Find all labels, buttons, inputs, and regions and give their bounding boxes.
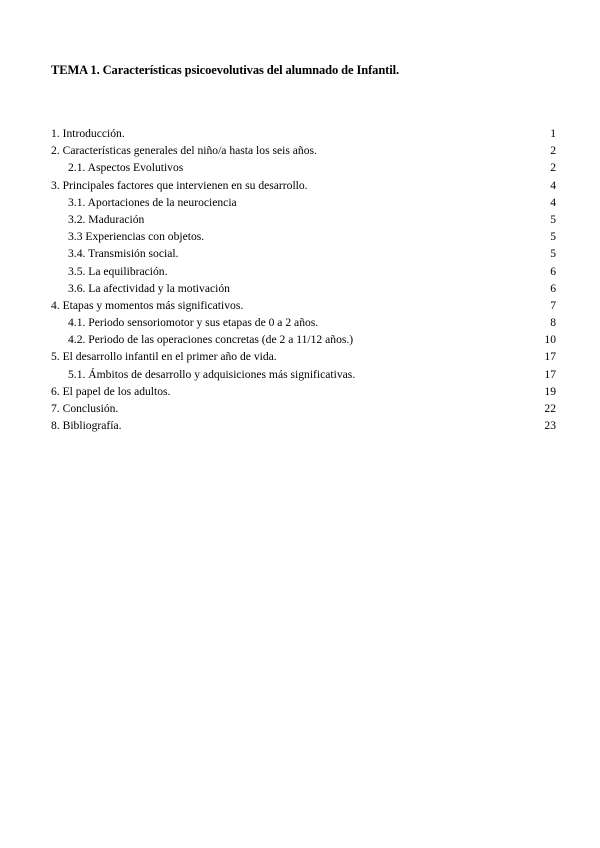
- toc-entry: [51, 211, 556, 228]
- table-of-contents: [51, 125, 556, 434]
- toc-entry-page-number: 8: [550, 316, 556, 330]
- toc-entry: [51, 297, 556, 314]
- document-title: TEMA 1. Características psicoevolutivas del alumnado de Infantil.: [51, 63, 400, 77]
- toc-entry-text: 3. Principales factores que intervienen en su desarrollo.: [51, 178, 308, 192]
- toc-entry: [51, 331, 556, 348]
- toc-entry-text: 7. Conclusión.: [51, 402, 119, 415]
- toc-entry-page-number: 2: [550, 144, 556, 158]
- toc-entry: [51, 383, 556, 400]
- toc-entry-page-number: 19: [544, 384, 556, 398]
- toc-entry-text: 3.3 Experiencias con objetos.: [68, 230, 205, 244]
- toc-entry: [51, 228, 556, 245]
- toc-entry-text: 8. Bibliografía.: [51, 419, 122, 433]
- toc-entry-text: 2.1. Aspectos Evolutivos: [68, 161, 184, 175]
- toc-entry: [51, 280, 556, 297]
- toc-entry-text: 2. Características generales del niño/a hasta los seis años.: [51, 144, 317, 158]
- toc-entry-page-number: 6: [550, 281, 556, 295]
- toc-entry-page-number: 2: [550, 161, 556, 175]
- toc-entry: [51, 142, 556, 159]
- toc-entry-text: 3.2. Maduración: [68, 212, 145, 226]
- toc-entry-page-number: 6: [550, 264, 556, 278]
- toc-entry: [51, 263, 556, 280]
- toc-entry: [51, 314, 556, 331]
- toc-entry-page-number: 5: [550, 230, 556, 244]
- toc-entry-text: 3.6. La afectividad y la motivación: [68, 281, 230, 295]
- toc-entry-text: 3.1. Aportaciones de la neurociencia: [68, 195, 237, 209]
- toc-entry-text: 4. Etapas y momentos más significativos.: [51, 298, 244, 312]
- toc-entry-page-number: 5: [550, 247, 556, 261]
- toc-entry: [51, 417, 556, 434]
- toc-entry-text: 5.1. Ámbitos de desarrollo y adquisiciones más significativas.: [68, 367, 356, 381]
- toc-entry-page-number: 4: [550, 195, 556, 209]
- toc-entry: [51, 366, 556, 383]
- toc-entry-text: 4.1. Periodo sensoriomotor y sus etapas de 0 a 2 años.: [68, 316, 319, 330]
- toc-entry: [51, 245, 556, 262]
- toc-entry-text: 4.2. Periodo de las operaciones concretas (de 2 a 11/12 años.): [68, 333, 354, 347]
- toc-entry-page-number: 23: [544, 419, 556, 433]
- toc-entry-page-number: 17: [544, 367, 556, 381]
- toc-entry: [51, 194, 556, 211]
- toc-entry-text: 3.4. Transmisión social.: [68, 247, 179, 261]
- toc-entry-page-number: 7: [550, 298, 556, 312]
- toc-entry-page-number: 1: [550, 127, 556, 140]
- toc-entry-page-number: 4: [550, 178, 556, 192]
- toc-entry: [51, 348, 556, 365]
- toc-entry-text: 3.5. La equilibración.: [68, 264, 168, 278]
- toc-entry-text: 1. Introducción.: [51, 127, 125, 140]
- toc-entry: [51, 400, 556, 417]
- toc-entry: [51, 125, 556, 142]
- toc-entry-page-number: 5: [550, 212, 556, 226]
- toc-entry-text: 5. El desarrollo infantil en el primer año de vida.: [51, 350, 277, 364]
- toc-entry-text: 6. El papel de los adultos.: [51, 384, 171, 398]
- toc-entry: [51, 159, 556, 176]
- toc-entry: [51, 177, 556, 194]
- toc-entry-page-number: 22: [544, 402, 556, 415]
- toc-entry-page-number: 10: [544, 333, 556, 347]
- toc-entry-page-number: 17: [544, 350, 556, 364]
